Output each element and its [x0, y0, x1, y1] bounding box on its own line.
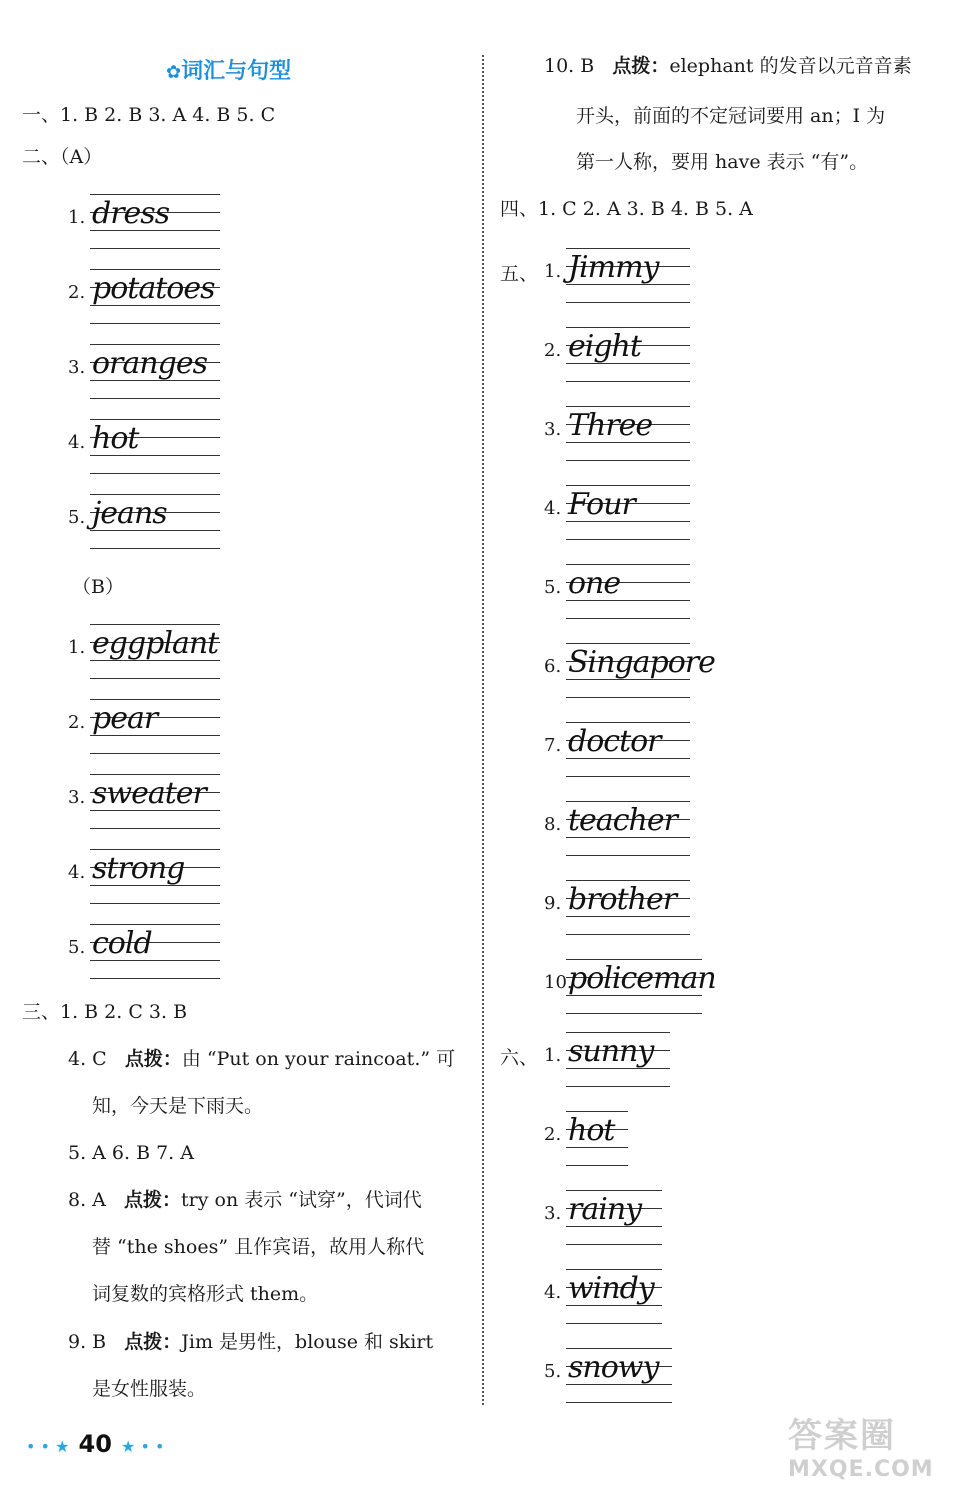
item-number: 1.: [68, 637, 86, 658]
item-number: 5.: [68, 937, 86, 958]
item-number: 3.: [68, 357, 86, 378]
q8-line2: 替 “the shoes” 且作宾语，故用人称代: [92, 1236, 425, 1258]
item-number: 1.: [68, 207, 86, 228]
item-number: 2.: [544, 1124, 562, 1145]
handwriting-lines: [566, 327, 690, 385]
dot-icon: • •: [26, 1437, 50, 1456]
handwriting-lines: [566, 1190, 662, 1248]
handwriting-lines: [566, 1348, 672, 1406]
handwriting-lines: [566, 1269, 662, 1327]
handwriting-lines: [566, 406, 690, 464]
item-number: 3.: [544, 1203, 562, 1224]
handwriting-lines: [90, 774, 220, 832]
page-number: 40: [78, 1430, 112, 1458]
item-number: 6.: [544, 656, 562, 677]
handwriting-lines: [90, 419, 220, 477]
answer-word: oranges: [92, 346, 207, 381]
answer-word: Four: [568, 487, 635, 522]
answer-word: strong: [92, 851, 185, 886]
handwriting-lines: [566, 1032, 670, 1090]
answer-word: Jimmy: [568, 250, 659, 285]
handwriting-lines: [90, 624, 220, 682]
answer-word: hot: [568, 1113, 615, 1148]
answer-word: snowy: [568, 1350, 659, 1385]
item-number: 8.: [544, 814, 562, 835]
handwriting-lines: [566, 959, 716, 1017]
paw-icon: ✿: [166, 62, 182, 83]
item-number: 2.: [68, 712, 86, 733]
answer-word: rainy: [568, 1192, 642, 1227]
item-number: 10.: [544, 972, 573, 993]
sec2-label: 二、（A）: [22, 146, 103, 168]
item-number: 1.: [544, 1045, 562, 1066]
handwriting-lines: [90, 699, 220, 757]
item-number: 5.: [68, 507, 86, 528]
watermark: [788, 1408, 934, 1482]
sec6-label: 六、: [500, 1047, 539, 1069]
q4-line1: 4. C 点拨：由 “Put on your raincoat.” 可: [68, 1048, 456, 1070]
handwriting-lines: [566, 485, 690, 543]
answer-word: sweater: [92, 776, 206, 811]
sec2b-label: （B）: [72, 576, 124, 598]
answer-word: dress: [92, 196, 170, 231]
page-footer: [26, 1430, 164, 1458]
q10-line1: 10. B 点拨：elephant 的发音以元音音素: [544, 55, 912, 77]
answer-word: doctor: [568, 724, 661, 759]
item-number: 4.: [68, 432, 86, 453]
q10-line3: 第一人称，要用 have 表示 “有”。: [576, 151, 869, 173]
handwriting-lines: [90, 494, 220, 552]
sec1-answers: 一、1. B 2. B 3. A 4. B 5. C: [22, 104, 276, 126]
item-number: 4.: [544, 498, 562, 519]
q9-line2: 是女性服装。: [92, 1378, 207, 1400]
handwriting-lines: [566, 564, 690, 622]
handwriting-lines: [90, 194, 220, 252]
q10-line2: 开头，前面的不定冠词要用 an；I 为: [576, 105, 886, 127]
section-title: ✿词汇与句型: [166, 59, 292, 84]
item-number: 5.: [544, 577, 562, 598]
star-icon: ★: [121, 1437, 136, 1456]
q8-line1: 8. A 点拨：try on 表示 “试穿”，代词代: [68, 1189, 422, 1211]
item-number: 2.: [68, 282, 86, 303]
sec4-answers: 四、1. C 2. A 3. B 4. B 5. A: [500, 198, 753, 220]
answer-word: jeans: [92, 496, 167, 531]
answer-word: Three: [568, 408, 653, 443]
answer-word: windy: [568, 1271, 654, 1306]
handwriting-lines: [566, 1111, 628, 1169]
handwriting-lines: [90, 344, 220, 402]
answer-word: eight: [568, 329, 641, 364]
handwriting-lines: [90, 849, 220, 907]
star-icon: ★: [55, 1437, 70, 1456]
item-number: 2.: [544, 340, 562, 361]
item-number: 3.: [544, 419, 562, 440]
dot-icon: • •: [140, 1437, 165, 1456]
answer-word: potatoes: [92, 271, 215, 306]
handwriting-lines: [90, 269, 220, 327]
handwriting-lines: [566, 801, 690, 859]
answer-word: one: [568, 566, 621, 601]
watermark-logo: 答案圈: [788, 1416, 896, 1456]
item-number: 4.: [544, 1282, 562, 1303]
q8-line3: 词复数的宾格形式 them。: [92, 1283, 319, 1305]
answer-word: hot: [92, 421, 139, 456]
answer-word: brother: [568, 882, 677, 917]
item-number: 1.: [544, 261, 562, 282]
item-number: 3.: [68, 787, 86, 808]
answer-word: teacher: [568, 803, 677, 838]
answer-word: cold: [92, 926, 152, 961]
column-divider: [482, 55, 484, 1405]
q9-line1: 9. B 点拨：Jim 是男性，blouse 和 skirt: [68, 1331, 434, 1353]
answer-word: pear: [92, 701, 158, 736]
sec3-answers: 三、1. B 2. C 3. B: [22, 1001, 188, 1023]
q567-answers: 5. A 6. B 7. A: [68, 1142, 194, 1164]
handwriting-lines: [566, 643, 715, 701]
item-number: 7.: [544, 735, 562, 756]
answer-word: sunny: [568, 1034, 654, 1069]
sec5-label: 五、: [500, 263, 539, 285]
item-number: 5.: [544, 1361, 562, 1382]
q4-line2: 知，今天是下雨天。: [92, 1095, 264, 1117]
handwriting-lines: [566, 248, 690, 306]
handwriting-lines: [90, 924, 220, 982]
handwriting-lines: [566, 880, 690, 938]
watermark-url: MXQE.COM: [788, 1457, 934, 1482]
answer-word: eggplant: [92, 626, 219, 661]
answer-word: policeman: [568, 961, 716, 996]
item-number: 4.: [68, 862, 86, 883]
answer-word: Singapore: [568, 645, 715, 680]
item-number: 9.: [544, 893, 562, 914]
handwriting-lines: [566, 722, 690, 780]
